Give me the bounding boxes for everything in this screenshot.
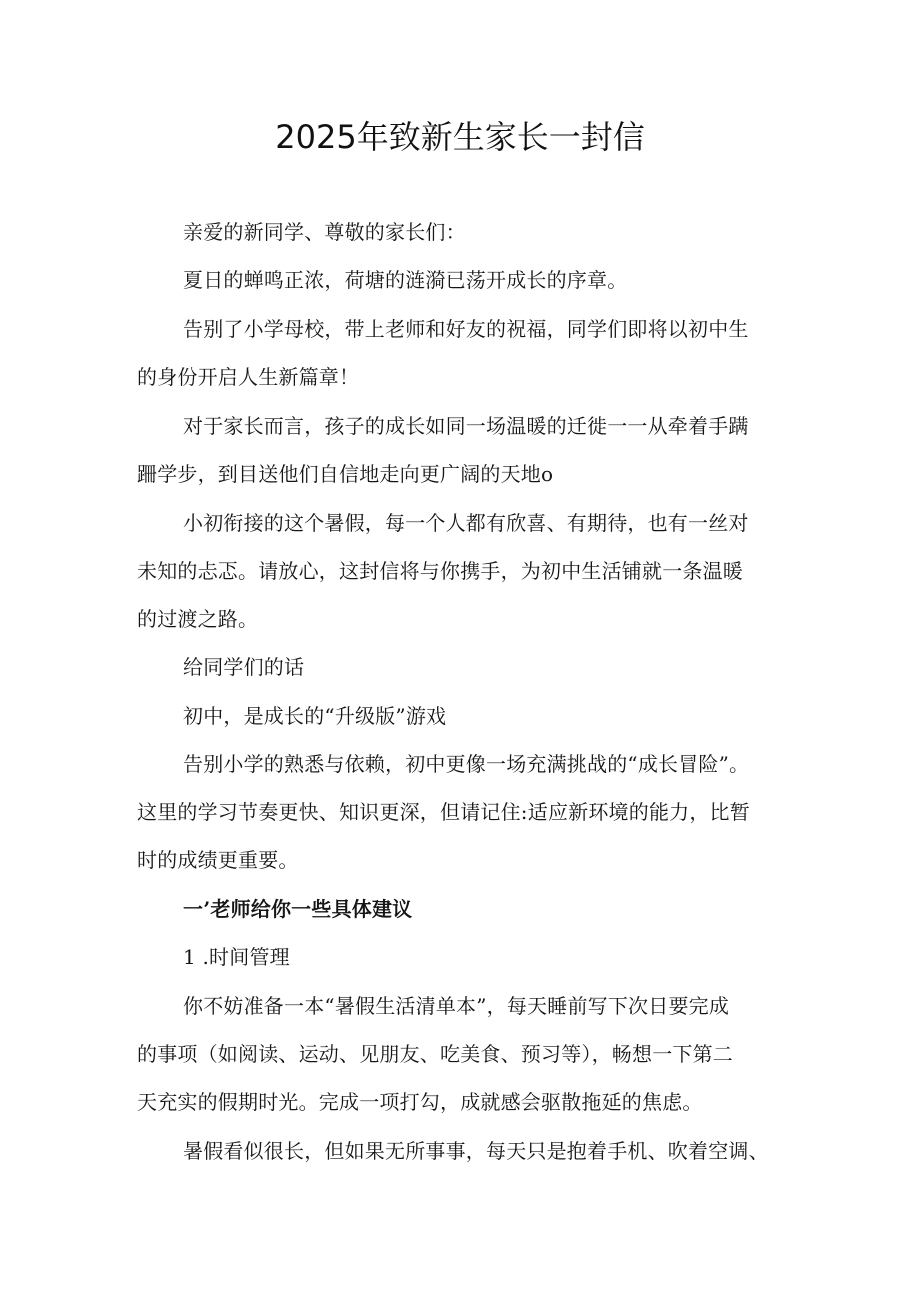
subsection-heading: 初中，是成长的“升级版”游戏 [183, 704, 447, 728]
section-heading-advice: 一’老师给你一些具体建议 [183, 897, 413, 921]
salutation: 亲爱的新同学、尊敬的家长们： [183, 220, 466, 244]
paragraph-line: 跚学步，到目送他们自信地走向更广阔的天地o [137, 462, 554, 486]
paragraph-line: 未知的忐忑。请放心，这封信将与你携手，为初中生活铺就一条温暖 [137, 559, 743, 583]
paragraph-line: 夏日的蝉鸣正浓，荷塘的涟漪已荡开成长的序章。 [183, 268, 628, 292]
paragraph-line: 小初衔接的这个暑假，每一个人都有欣喜、有期待，也有一丝对 [183, 511, 749, 535]
paragraph-line: 你不妨准备一本“暑假生活清单本”，每天睡前写下次日要完成 [183, 994, 730, 1018]
document-title: 2025年致新生家长一封信 [275, 118, 645, 156]
paragraph-line: 时的成绩更重要。 [137, 848, 299, 872]
paragraph-line: 告别小学的熟悉与依赖，初中更像一场充满挑战的“成长冒险”。 [183, 752, 750, 776]
paragraph-line: 的过渡之路。 [137, 607, 259, 631]
paragraph-line: 暑假看似很长，但如果无所事事，每天只是抱着手机、吹着空调、 [183, 1139, 769, 1163]
paragraph-line: 告别了小学母校，带上老师和好友的祝福，同学们即将以初中生 [183, 317, 749, 341]
section-heading: 给同学们的话 [183, 655, 305, 679]
paragraph-line: 的事项（如阅读、运动、见朋友、吃美食、预习等），畅想一下第二 [137, 1042, 733, 1066]
paragraph-line: 的身份开启人生新篇章！ [137, 365, 360, 389]
paragraph-line: 对于家长而言，孩子的成长如同一场温暖的迁徙一一从牵着手蹒 [183, 414, 749, 438]
paragraph-line: 这里的学习节奏更快、知识更深，但请记住:适应新环境的能力，比暂 [137, 800, 750, 824]
numbered-heading-time-management: 1 .时间管理 [183, 945, 290, 969]
paragraph-line: 天充实的假期时光。完成一项打勾，成就感会驱散拖延的焦虑。 [137, 1090, 703, 1114]
